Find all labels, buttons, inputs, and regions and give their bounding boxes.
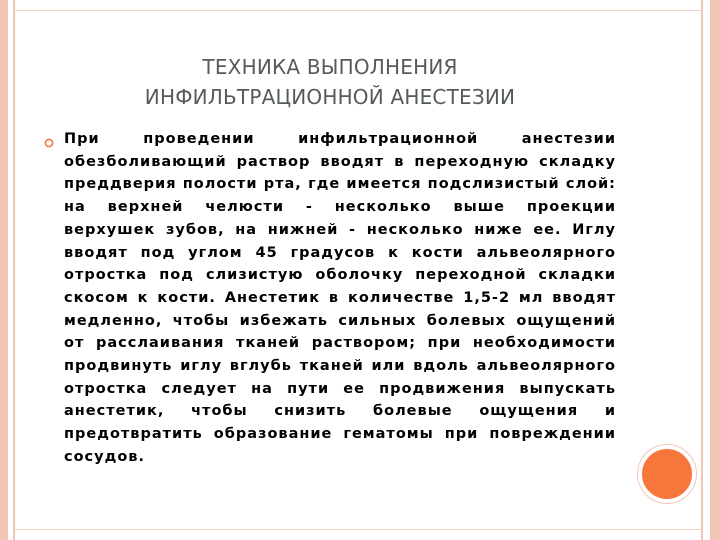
frame-right-line — [701, 0, 703, 540]
frame-bottom-line — [15, 529, 701, 530]
frame-left-line — [13, 0, 15, 540]
frame-top-line — [15, 10, 701, 11]
body-paragraph: При проведении инфильтрационной анестезии обезболивающий раствор вводят в переходную складку преддверия полости рта, где имеется подслизистый слой: на верхней челюсти - несколько выше проекции верхушек зубов, на нижней - несколько ниже ее. Иглу вводят под углом 45 градусов к кости альвеолярного отростка под слизистую оболочку переходной складки скосом к кости. Анестетик в количестве 1,5-2 мл вводят медленно, чтобы избежать сильных болевых ощущений от расслаивания тканей раствором; при необходимости продвинуть иглу вглубь тканей или вдоль альвеолярного отростка следует на пути ее продвижения выпускать анестетик, чтобы снизить болевые ощущения и предотвратить образование гематомы при повреждении сосудов. — [64, 131, 616, 465]
frame-left-bar — [0, 0, 8, 540]
bullet-ring-icon — [44, 138, 54, 148]
slide-title-line-1: ТЕХНИКА ВЫПОЛНЕНИЯ — [202, 55, 458, 79]
frame-right-bar — [710, 0, 720, 540]
decorative-circle — [638, 445, 696, 503]
slide-title-line-2: ИНФИЛЬТРАЦИОННОЙ АНЕСТЕЗИИ — [144, 85, 516, 109]
slide-title — [40, 52, 620, 112]
bullet-icon — [44, 138, 53, 147]
